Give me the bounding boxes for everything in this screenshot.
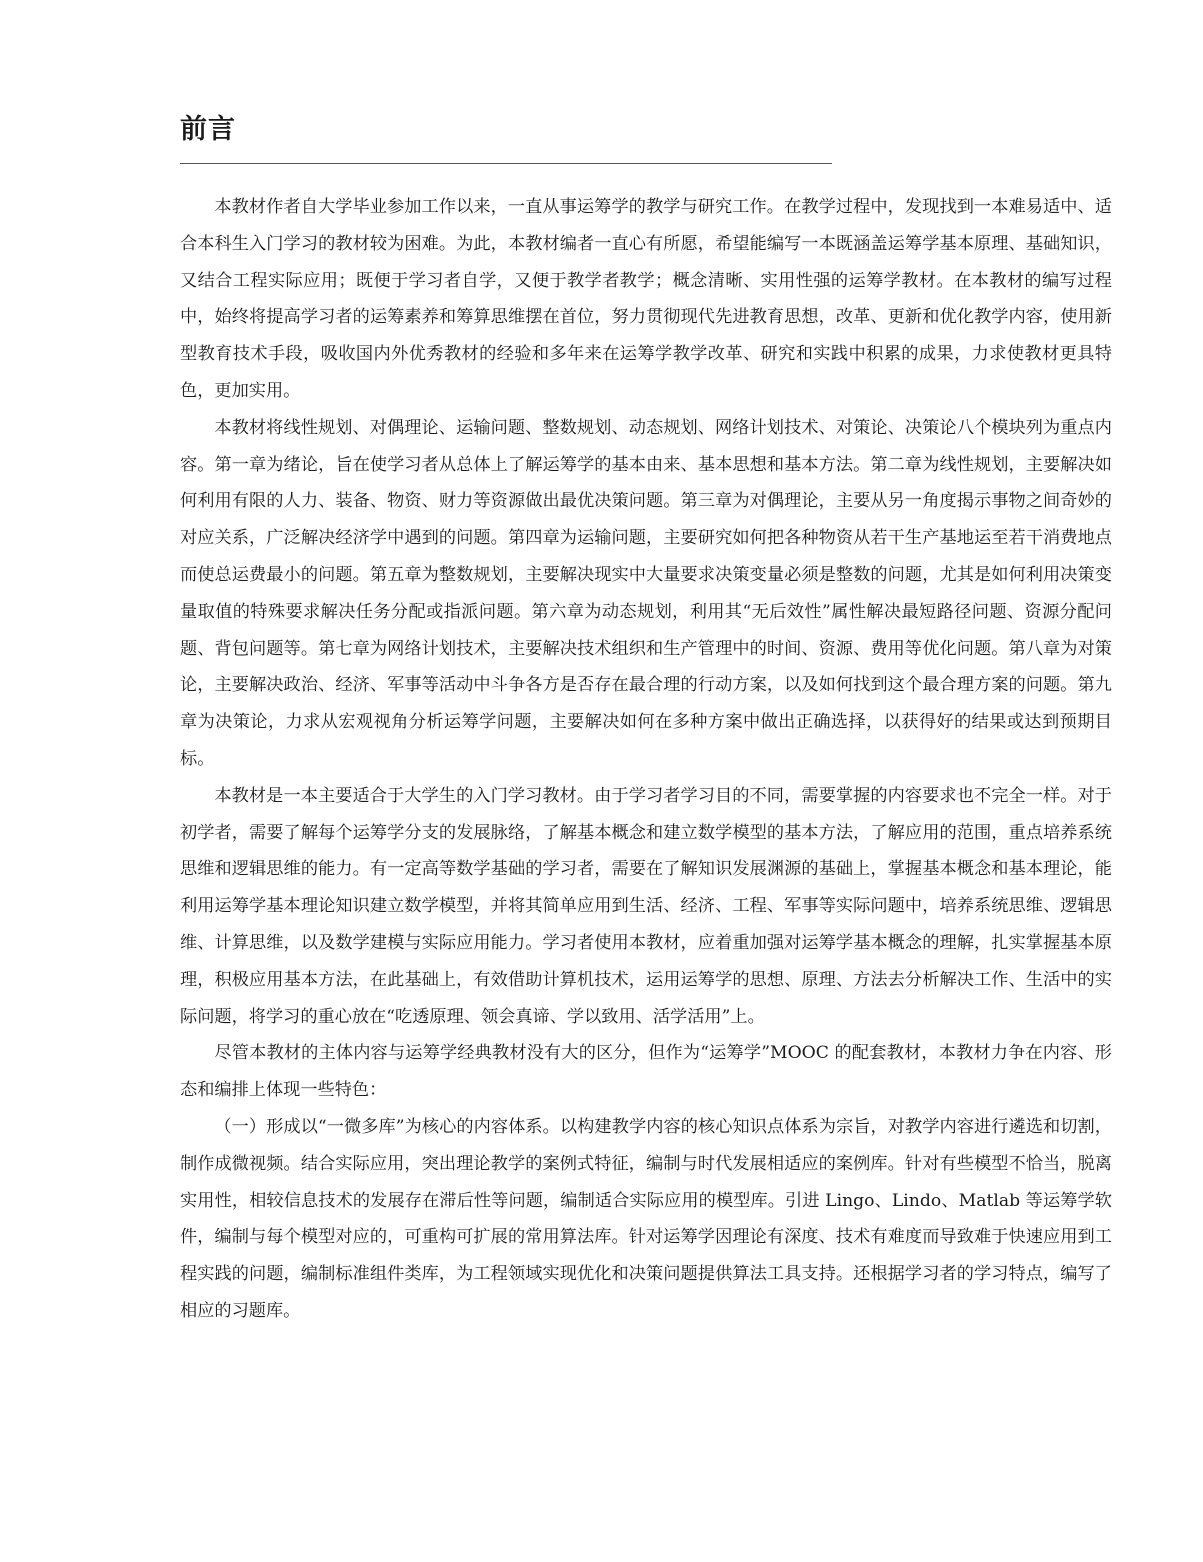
document-body: [180, 189, 1112, 1330]
title-divider: [180, 163, 832, 164]
paragraph-1: 本教材作者自大学毕业参加工作以来，一直从事运筹学的教学与研究工作。在教学过程中，发现找到一本难易适中、适合本科生入门学习的教材较为困难。为此，本教材编者一直心有所愿，希望能编写一本既涵盖运筹学基本原理、基础知识，又结合工程实际应用；既便于学习者自学，又便于教学者教学；概念清晰、实用性强的运筹学教材。在本教材的编写过程中，始终将提高学习者的运筹素养和筹算思维摆在首位，努力贯彻现代先进教育思想，改革、更新和优化教学内容，使用新型教育技术手段，吸收国内外优秀教材的经验和多年来在运筹学教学改革、研究和实践中积累的成果，力求使教材更具特色，更加实用。: [180, 197, 1112, 401]
page-title: 前言: [180, 114, 236, 145]
paragraph-2: 本教材将线性规划、对偶理论、运输问题、整数规划、动态规划、网络计划技术、对策论、决策论八个模块列为重点内容。第一章为绪论，旨在使学习者从总体上了解运筹学的基本由来、基本思想和基本方法。第二章为线性规划，主要解决如何利用有限的人力、装备、物资、财力等资源做出最优决策问题。第三章为对偶理论，主要从另一角度揭示事物之间奇妙的对应关系，广泛解决经济学中遇到的问题。第四章为运输问题，主要研究如何把各种物资从若干生产基地运至若干消费地点而使总运费最小的问题。第五章为整数规划，主要解决现实中大量要求决策变量必须是整数的问题，尤其是如何利用决策变量取值的特殊要求解决任务分配或指派问题。第六章为动态规划，利用其“无后效性”属性解决最短路径问题、资源分配问题、背包问题等。第七章为网络计划技术，主要解决技术组织和生产管理中的时间、资源、费用等优化问题。第八章为对策论，主要解决政治、经济、军事等活动中斗争各方是否存在最合理的行动方案，以及如何找到这个最合理方案的问题。第九章为决策论，力求从宏观视角分析运筹学问题，主要解决如何在多种方案中做出正确选择，以获得好的结果或达到预期目标。: [180, 417, 1112, 769]
paragraph-4: 尽管本教材的主体内容与运筹学经典教材没有大的区分，但作为“运筹学”MOOC 的配套教材，本教材力争在内容、形态和编排上体现一些特色：: [180, 1043, 1112, 1101]
paragraph-5: （一）形成以“一微多库”为核心的内容体系。以构建教学内容的核心知识点体系为宗旨，对教学内容进行遴选和切割，制作成微视频。结合实际应用，突出理论教学的案例式特征，编制与时代发展相适应的案例库。针对有些模型不恰当，脱离实用性，相较信息技术的发展存在滞后性等问题，编制适合实际应用的模型库。引进 Lingo、Lindo、Matlab 等运筹学软件，编制与每个模型对应的，可重构可扩展的常用算法库。针对运筹学因理论有深度、技术有难度而导致难于快速应用到工程实践的问题，编制标准组件类库，为工程领域实现优化和决策问题提供算法工具支持。还根据学习者的学习特点，编写了相应的习题库。: [180, 1116, 1112, 1321]
paragraph-3: 本教材是一本主要适合于大学生的入门学习教材。由于学习者学习目的不同，需要掌握的内容要求也不完全一样。对于初学者，需要了解每个运筹学分支的发展脉络，了解基本概念和建立数学模型的基本方法，了解应用的范围，重点培养系统思维和逻辑思维的能力。有一定高等数学基础的学习者，需要在了解知识发展渊源的基础上，掌握基本概念和基本理论，能利用运筹学基本理论知识建立数学模型，并将其简单应用到生活、经济、工程、军事等实际问题中，培养系统思维、逻辑思维、计算思维，以及数学建模与实际应用能力。学习者使用本教材，应着重加强对运筹学基本概念的理解，扎实掌握基本原理，积极应用基本方法，在此基础上，有效借助计算机技术，运用运筹学的思想、原理、方法去分析解决工作、生活中的实际问题，将学习的重心放在“吃透原理、领会真谛、学以致用、活学活用”上。: [180, 785, 1112, 1027]
